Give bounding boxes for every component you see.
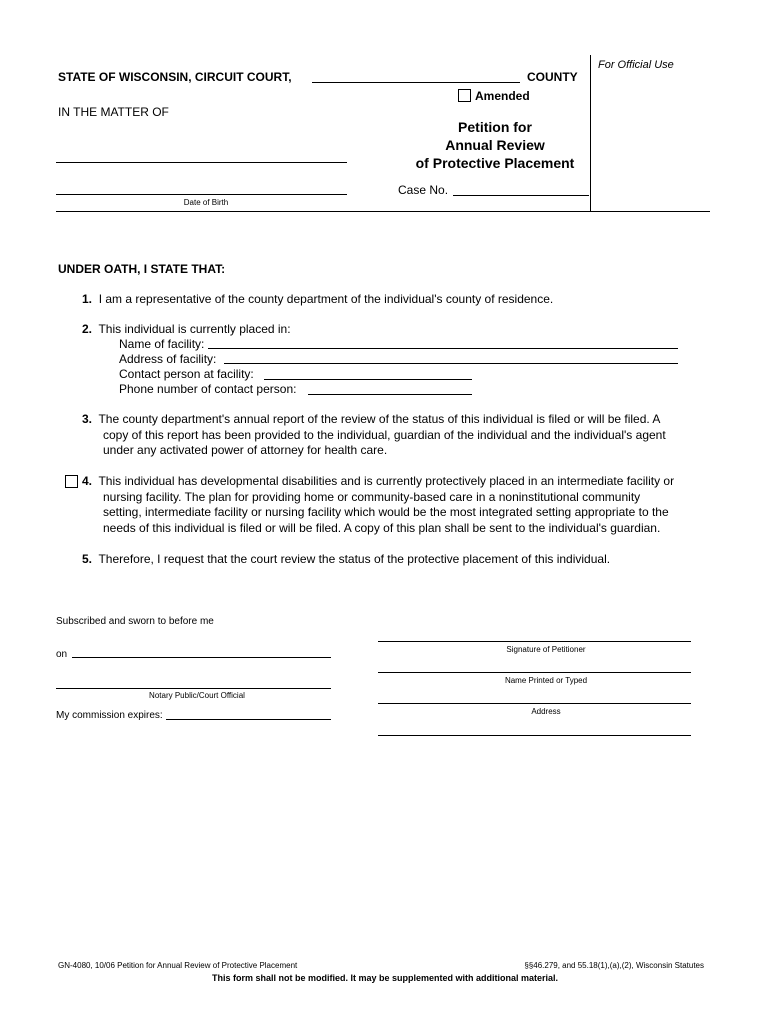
on-label: on: [56, 649, 68, 660]
title-line-2: Annual Review: [445, 137, 545, 153]
title-line-3: of Protective Placement: [415, 155, 575, 171]
item-2: [82, 322, 291, 338]
contact-person-label: Contact person at facility:: [119, 367, 254, 381]
address-line-2-input[interactable]: [378, 735, 691, 736]
item-4-line-3: setting, intermediate facility or nursing facility which would be the most integrated setting appropriate to the: [103, 505, 669, 519]
petitioner-signature-input[interactable]: [378, 641, 691, 642]
contact-phone-label: Phone number of contact person:: [119, 382, 297, 396]
contact-person-input[interactable]: [264, 379, 472, 380]
petitioner-signature-label: Signature of Petitioner: [506, 645, 586, 654]
dob-input[interactable]: [56, 194, 347, 195]
item-4-line-4: needs of this individual is filed or will be filed. A copy of this plan shall be sent to the individual's guardian.: [103, 520, 661, 535]
county-input[interactable]: [312, 82, 520, 83]
subscribed-label: Subscribed and sworn to before me: [56, 616, 214, 627]
item-1-text: I am a representative of the county department of the individual's county of residence.: [98, 292, 554, 306]
item-3-number: 3.: [82, 412, 93, 426]
court-heading: STATE OF WISCONSIN, CIRCUIT COURT,: [58, 70, 292, 84]
item-3-line-2: copy of this report has been provided to the individual, guardian of the individual and the individual's agent: [103, 427, 666, 442]
name-printed-label: Name Printed or Typed: [504, 676, 588, 685]
form-title: [380, 118, 610, 172]
facility-address-label: Address of facility:: [119, 352, 217, 366]
item-2-text: This individual is currently placed in:: [98, 322, 291, 336]
facility-name-input[interactable]: [208, 348, 678, 349]
footer-notice: This form shall not be modified. It may be supplemented with additional material.: [211, 973, 559, 983]
matter-name-input[interactable]: [56, 162, 347, 163]
item-4-number: 4.: [82, 474, 93, 488]
contact-phone-input[interactable]: [308, 394, 472, 395]
item-5-text: Therefore, I request that the court review the status of the protective placement of this individual.: [98, 552, 611, 566]
notary-label: Notary Public/Court Official: [149, 691, 245, 700]
item-1-number: 1.: [82, 292, 93, 306]
county-label: COUNTY: [527, 70, 578, 84]
facility-name-label: Name of facility:: [119, 337, 205, 351]
facility-address-input[interactable]: [224, 363, 678, 364]
item-4-checkbox[interactable]: [65, 475, 78, 488]
official-use-label: For Official Use: [598, 59, 674, 71]
item-3: [82, 412, 712, 459]
item-3-line-3: under any activated power of attorney for health care.: [103, 443, 388, 457]
item-5-number: 5.: [82, 552, 93, 566]
sworn-date-input[interactable]: [72, 657, 331, 658]
matter-label: IN THE MATTER OF: [58, 105, 169, 119]
amended-checkbox[interactable]: [458, 89, 471, 102]
statutes: §§46.279, and 55.18(1),(a),(2), Wisconsin Statutes: [524, 961, 704, 970]
case-no-label: Case No.: [398, 183, 449, 197]
title-line-1: Petition for: [458, 119, 532, 135]
amended-label: Amended: [475, 89, 530, 103]
commission-expires-input[interactable]: [166, 719, 331, 720]
commission-label: My commission expires:: [56, 710, 163, 721]
name-printed-input[interactable]: [378, 672, 691, 673]
item-1: [82, 292, 702, 308]
form-id: GN-4080, 10/06 Petition for Annual Review of Protective Placement: [58, 961, 298, 970]
item-2-number: 2.: [82, 322, 93, 336]
address-line-1-input[interactable]: [378, 703, 691, 704]
dob-label: Date of Birth: [183, 198, 229, 207]
item-4: [82, 474, 722, 536]
notary-signature-input[interactable]: [56, 688, 331, 689]
item-3-line-1: The county department's annual report of the review of the status of this individual is filed or will be filed. A: [98, 412, 661, 426]
item-5: [82, 552, 712, 568]
item-4-line-2: nursing facility. The plan for providing home or community-based care in a noninstitutional community: [103, 489, 641, 504]
case-no-input[interactable]: [453, 195, 589, 196]
header-bottom-rule: [56, 211, 710, 212]
oath-heading: UNDER OATH, I STATE THAT:: [58, 262, 226, 276]
address-label: Address: [531, 707, 561, 716]
item-4-line-1: This individual has developmental disabilities and is currently protectively placed in an intermediate facility or: [98, 474, 675, 488]
